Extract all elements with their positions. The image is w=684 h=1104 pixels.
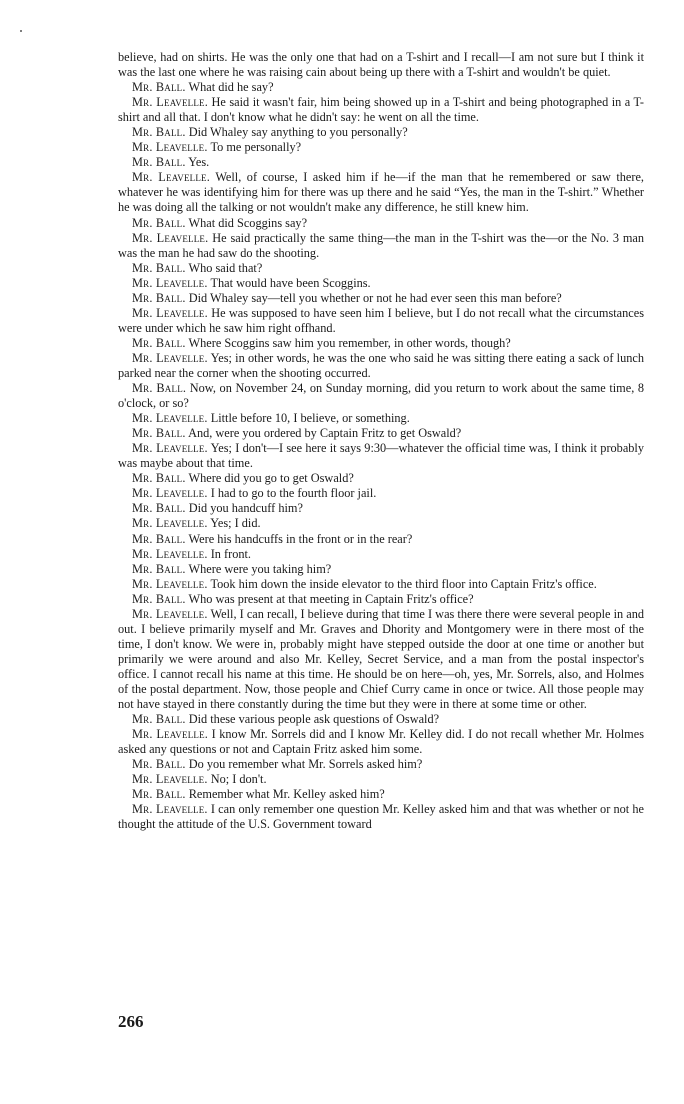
scan-speck xyxy=(20,30,22,32)
testimony-paragraph xyxy=(118,757,644,772)
testimony-paragraph xyxy=(118,787,644,802)
testimony-paragraph xyxy=(118,486,644,501)
testimony-paragraph xyxy=(118,336,644,351)
speaker-label: Mr. Leavelle. xyxy=(132,275,208,290)
speaker-label: Mr. Leavelle. xyxy=(132,305,208,320)
testimony-paragraph xyxy=(118,80,644,95)
speech-text: Who said that? xyxy=(188,260,263,275)
testimony-paragraph xyxy=(118,411,644,426)
testimony-paragraph xyxy=(118,306,644,336)
speaker-label: Mr. Ball. xyxy=(132,260,186,275)
transcript-page xyxy=(118,50,644,832)
testimony-paragraph xyxy=(118,772,644,787)
speaker-label: Mr. Ball. xyxy=(132,426,186,441)
speaker-label: Mr. Leavelle. xyxy=(132,727,209,742)
speaker-label: Mr. Ball. xyxy=(132,501,186,516)
speech-text: Who was present at that meeting in Captain Fritz's office? xyxy=(188,591,474,606)
speech-text: Were his handcuffs in the front or in the rear? xyxy=(188,531,413,546)
testimony-paragraph xyxy=(118,802,644,832)
testimony-paragraph xyxy=(118,170,644,215)
testimony-paragraph xyxy=(118,471,644,486)
speech-text: What did he say? xyxy=(188,80,274,95)
testimony-paragraph xyxy=(118,426,644,441)
speaker-label: Mr. Ball. xyxy=(132,757,186,772)
testimony-paragraph xyxy=(118,261,644,276)
speaker-label: Mr. Leavelle. xyxy=(132,486,208,501)
speech-text: No; I don't. xyxy=(210,772,267,787)
opening-paragraph: believe, had on shirts. He was the only one that had on a T-shirt and I recall—I am not sure but I think it was the last one where he was raising cain about being up there with a T-shirt and wouldn't be quiet. xyxy=(118,50,644,80)
speaker-label: Mr. Ball. xyxy=(132,591,186,606)
testimony-paragraph xyxy=(118,351,644,381)
speech-text: Do you remember what Mr. Sorrels asked him? xyxy=(188,757,423,772)
speaker-label: Mr. Ball. xyxy=(132,80,186,95)
speaker-label: Mr. Ball. xyxy=(132,215,186,230)
speaker-label: Mr. Leavelle. xyxy=(132,772,208,787)
speech-text: To me personally? xyxy=(210,140,302,155)
speaker-label: Mr. Ball. xyxy=(132,155,186,170)
speech-text: Yes; I did. xyxy=(210,516,261,531)
speech-text: And, were you ordered by Captain Fritz to get Oswald? xyxy=(188,426,462,441)
testimony-paragraph xyxy=(118,231,644,261)
testimony-paragraph xyxy=(118,562,644,577)
speech-text: Yes. xyxy=(188,155,210,170)
speaker-label: Mr. Ball. xyxy=(132,787,186,802)
testimony-paragraph xyxy=(118,532,644,547)
page-number: 266 xyxy=(118,1012,144,1031)
speaker-label: Mr. Leavelle. xyxy=(132,350,208,365)
speech-text: Yes; in other words, he was the one who said he was sitting there eating a sack of lunch parked near the corner when the shooting occurred. xyxy=(118,350,645,380)
speech-text: Well, of course, I asked him if he—if the man that he remembered or saw there, whatever he was identifying him for there was up there and he said “Yes, the man in the T-shirt.” Whether he was doing all the talking or not wouldn't make any difference, he still knew him. xyxy=(118,170,644,215)
speaker-label: Mr. Ball. xyxy=(132,381,187,396)
testimony-paragraph xyxy=(118,592,644,607)
speaker-label: Mr. Ball. xyxy=(132,471,186,486)
speaker-label: Mr. Ball. xyxy=(132,125,186,140)
speech-text: Did these various people ask questions of Oswald? xyxy=(188,712,440,727)
speech-text: What did Scoggins say? xyxy=(188,215,308,230)
speech-text: He was supposed to have seen him I believe, but I do not recall what the circumstances were under which he saw him right offhand. xyxy=(118,305,644,335)
testimony-paragraph xyxy=(118,216,644,231)
testimony-paragraph xyxy=(118,547,644,562)
speaker-label: Mr. Ball. xyxy=(132,290,186,305)
testimony-paragraph xyxy=(118,95,644,125)
speech-text: That would have been Scoggins. xyxy=(210,275,371,290)
speaker-label: Mr. Leavelle. xyxy=(132,516,208,531)
speech-text: Well, I can recall, I believe during that time I was there there were several people in and out. I believe primarily myself and Mr. Graves and Dhority and Montgomery were in there most of the time, I don't know. We were in, probably might have stepped outside the door at one time or another but primarily we were around and also Mr. Kelley, Secret Service, and a man from the postal inspector's office. I cannot recall his name at this time. He should be on here—oh, yes, Mr. Sorrels, also, and Holmes of the postal department. Now, those people and Chief Curry came in once or twice. All those people may not have stayed in there constantly during the time but they were in there at some time or other. xyxy=(118,606,644,712)
testimony-paragraph xyxy=(118,516,644,531)
speech-text: He said it wasn't fair, him being showed up in a T-shirt and being photographed in a T-shirt and all that. I don't know what he didn't say: he went on all the time. xyxy=(118,95,645,125)
speaker-label: Mr. Leavelle. xyxy=(132,411,208,426)
testimony-paragraph xyxy=(118,727,644,757)
speaker-label: Mr. Leavelle. xyxy=(132,170,211,185)
speech-text: Yes; I don't—I see here it says 9:30—whatever the official time was, I think it probably was maybe about that time. xyxy=(118,441,645,471)
speaker-label: Mr. Leavelle. xyxy=(132,140,208,155)
testimony-paragraph xyxy=(118,381,644,411)
speech-text: Did Whaley say anything to you personally? xyxy=(188,125,408,140)
speaker-label: Mr. Ball. xyxy=(132,712,186,727)
speaker-label: Mr. Leavelle. xyxy=(132,576,208,591)
speech-text: I had to go to the fourth floor jail. xyxy=(210,486,377,501)
testimony-paragraph xyxy=(118,140,644,155)
speaker-label: Mr. Leavelle. xyxy=(132,95,209,110)
speech-text: I can only remember one question Mr. Kelley asked him and that was whether or not he thought the attitude of the U.S. Government toward xyxy=(118,802,644,832)
speech-text: Remember what Mr. Kelley asked him? xyxy=(188,787,385,802)
speech-text: Did Whaley say—tell you whether or not he had ever seen this man before? xyxy=(188,290,562,305)
testimony-exchanges xyxy=(118,80,644,832)
speaker-label: Mr. Leavelle. xyxy=(132,606,208,621)
testimony-paragraph xyxy=(118,441,644,471)
testimony-paragraph xyxy=(118,577,644,592)
speech-text: In front. xyxy=(210,546,251,561)
speaker-label: Mr. Leavelle. xyxy=(132,230,209,245)
speech-text: Now, on November 24, on Sunday morning, did you return to work about the same time, 8 o'clock, or so? xyxy=(118,381,645,411)
speaker-label: Mr. Ball. xyxy=(132,561,186,576)
testimony-paragraph xyxy=(118,155,644,170)
speech-text: He said practically the same thing—the man in the T-shirt was the—or the No. 3 man was the man he had saw do the shooting. xyxy=(118,230,645,260)
speaker-label: Mr. Leavelle. xyxy=(132,802,208,817)
testimony-paragraph xyxy=(118,125,644,140)
speaker-label: Mr. Ball. xyxy=(132,335,186,350)
testimony-paragraph xyxy=(118,712,644,727)
testimony-paragraph xyxy=(118,276,644,291)
speaker-label: Mr. Leavelle. xyxy=(132,546,208,561)
testimony-paragraph xyxy=(118,607,644,712)
speech-text: Where were you taking him? xyxy=(188,561,332,576)
speaker-label: Mr. Ball. xyxy=(132,531,186,546)
speech-text: I know Mr. Sorrels did and I know Mr. Kelley did. I do not recall whether Mr. Holmes asked any questions or not and Captain Fritz asked him some. xyxy=(118,727,644,757)
testimony-paragraph xyxy=(118,291,644,306)
speech-text: Where did you go to get Oswald? xyxy=(188,471,354,486)
speech-text: Little before 10, I believe, or something. xyxy=(210,411,410,426)
speech-text: Where Scoggins saw him you remember, in other words, though? xyxy=(188,335,511,350)
speech-text: Took him down the inside elevator to the third floor into Captain Fritz's office. xyxy=(210,576,597,591)
speech-text: Did you handcuff him? xyxy=(188,501,303,516)
speaker-label: Mr. Leavelle. xyxy=(132,441,208,456)
testimony-paragraph xyxy=(118,501,644,516)
